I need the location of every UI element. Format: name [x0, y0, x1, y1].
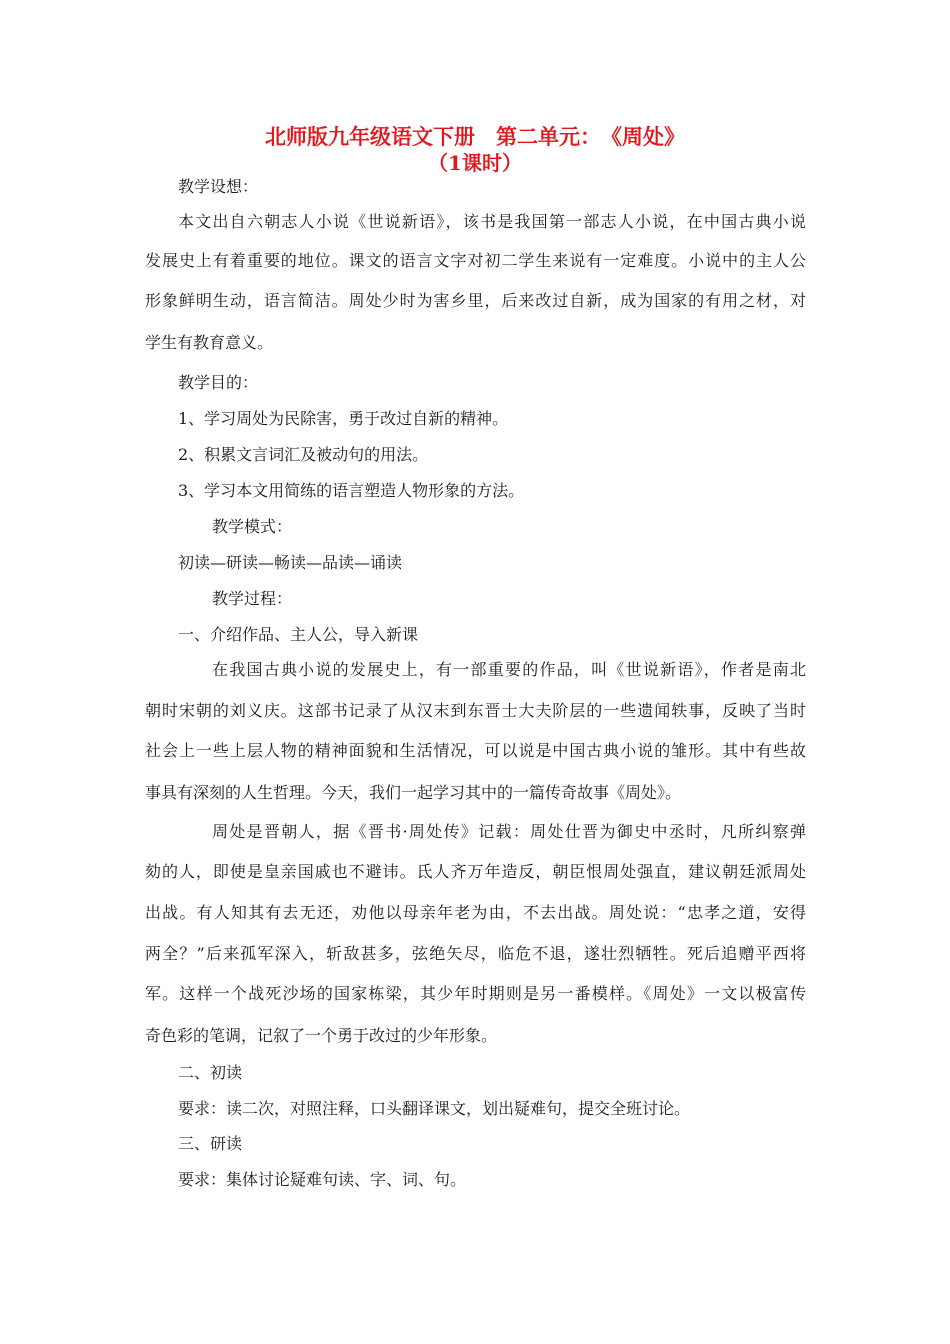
paragraph-line: 两全？”后来孤军深入，斩敌甚多，弦绝矢尽，临危不退，遂壮烈牺牲。死后追赠平西将	[145, 944, 806, 963]
heading-teaching-process: 教学过程：	[212, 589, 293, 608]
section-heading: 三、研读	[178, 1134, 243, 1153]
heading-teaching-mode: 教学模式：	[212, 517, 293, 536]
paragraph-line: 形象鲜明生动，语言简洁。周处少时为害乡里，后来改过自新，成为国家的有用之材，对	[145, 291, 806, 310]
paragraph-line: 在我国古典小说的发展史上，有一部重要的作品，叫《世说新语》，作者是南北	[212, 660, 806, 679]
paragraph-line: 周处是晋朝人，据《晋书·周处传》记载：周处仕晋为御史中丞时，凡所纠察弹	[212, 822, 806, 841]
paragraph-line: 出战。有人知其有去无还，劝他以母亲年老为由，不去出战。周处说：“忠孝之道，安得	[145, 903, 806, 922]
requirement-text: 要求：集体讨论疑难句读、字、词、句。	[178, 1170, 467, 1189]
goal-item: 1、学习周处为民除害，勇于改过自新的精神。	[178, 409, 509, 428]
paragraph-line: 朝时宋朝的刘义庆。这部书记录了从汉末到东晋士大夫阶层的一些遗闻轶事，反映了当时	[145, 701, 806, 720]
paragraph-line: 本文出自六朝志人小说《世说新语》，该书是我国第一部志人小说，在中国古典小说	[178, 212, 806, 231]
section-heading: 一、介绍作品、主人公，导入新课	[178, 625, 419, 644]
goal-item: 2、积累文言词汇及被动句的用法。	[178, 445, 429, 464]
paragraph-line: 军。这样一个战死沙场的国家栋梁，其少年时期则是另一番模样。《周处》一文以极富传	[145, 984, 806, 1003]
document-title: 北师版九年级语文下册 第二单元： 《周处》	[265, 124, 685, 149]
heading-teaching-goals: 教学目的：	[178, 373, 259, 392]
goal-item: 3、学习本文用简练的语言塑造人物形象的方法。	[178, 481, 525, 500]
paragraph-line: 社会上一些上层人物的精神面貌和生活情况，可以说是中国古典小说的雏形。其中有些故	[145, 741, 806, 760]
heading-teaching-idea: 教学设想：	[178, 177, 259, 196]
requirement-text: 要求：读二次，对照注释，口头翻译课文，划出疑难句，提交全班讨论。	[178, 1099, 691, 1118]
paragraph-line: 学生有教育意义。	[145, 333, 274, 352]
paragraph-line: 奇色彩的笔调，记叙了一个勇于改过的少年形象。	[145, 1026, 498, 1045]
paragraph-line: 劾的人，即使是皇亲国戚也不避讳。氐人齐万年造反，朝臣恨周处强直，建议朝廷派周处	[145, 862, 806, 881]
paragraph-line: 发展史上有着重要的地位。课文的语言文字对初二学生来说有一定难度。小说中的主人公	[145, 251, 806, 270]
paragraph-line: 事具有深刻的人生哲理。今天，我们一起学习其中的一篇传奇故事《周处》。	[145, 783, 682, 802]
document-subtitle: （1课时）	[428, 151, 522, 175]
section-heading: 二、初读	[178, 1063, 243, 1082]
teaching-mode-text: 初读—研读—畅读—品读—诵读	[178, 553, 403, 572]
